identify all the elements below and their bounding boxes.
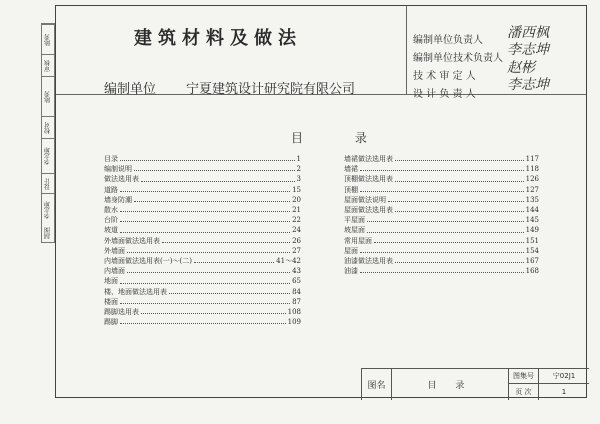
toc-entry-page: 27 bbox=[292, 246, 301, 255]
responsibility-block bbox=[406, 6, 589, 100]
strip-sig: 李志坤 bbox=[42, 193, 54, 226]
toc-entry bbox=[104, 246, 301, 256]
leader-dots bbox=[360, 185, 524, 192]
strip-label: 校对 bbox=[42, 116, 54, 139]
toc-entry-title: 顶棚 bbox=[344, 185, 358, 194]
leader-dots bbox=[120, 225, 290, 232]
leader-dots bbox=[120, 276, 290, 283]
page-title: 建筑材料及做法 bbox=[134, 28, 302, 49]
toc-entry-title: 墙裙 bbox=[344, 165, 358, 174]
toc-entry-page: 1 bbox=[296, 155, 301, 163]
toc-entry bbox=[344, 185, 539, 195]
leader-dots bbox=[162, 236, 290, 243]
signature: 李志坤 bbox=[507, 42, 549, 58]
toc-entry-page: 168 bbox=[525, 267, 539, 276]
page-value: 1 bbox=[561, 388, 567, 396]
toc-entry bbox=[344, 246, 539, 256]
header bbox=[56, 6, 586, 100]
toc-entry-title: 道路 bbox=[104, 185, 118, 194]
toc-entry-page: 127 bbox=[525, 185, 539, 194]
atlas-value: 宁02J1 bbox=[539, 369, 589, 384]
leader-dots bbox=[194, 256, 274, 263]
leader-dots bbox=[120, 205, 290, 212]
toc-entry bbox=[104, 317, 301, 327]
role-label: 设 计 负 责 人 bbox=[413, 89, 476, 100]
toc-entry bbox=[104, 225, 301, 235]
leader-dots bbox=[120, 317, 286, 324]
leader-dots bbox=[395, 174, 524, 181]
toc-entry-title: 踢脚 bbox=[104, 318, 118, 327]
leader-dots bbox=[127, 266, 290, 273]
toc-entry bbox=[104, 185, 301, 195]
toc-entry-page: 21 bbox=[292, 206, 301, 215]
toc-entry-page: 145 bbox=[525, 216, 539, 225]
leader-dots bbox=[360, 266, 524, 273]
toc-entry-title: 屋面做法选用表 bbox=[344, 206, 393, 215]
toc-entry bbox=[104, 297, 301, 307]
toc-entry bbox=[104, 266, 301, 276]
toc-entry bbox=[344, 256, 539, 266]
title-block bbox=[361, 368, 589, 400]
toc-entry-title: 楼、地面做法选用表 bbox=[104, 287, 167, 296]
toc-entry-page: 117 bbox=[525, 155, 539, 163]
toc-entry-title: 散水 bbox=[104, 206, 118, 215]
toc-entry bbox=[104, 215, 301, 225]
toc-entry bbox=[104, 174, 301, 184]
leader-dots bbox=[120, 297, 290, 304]
leader-dots bbox=[367, 215, 524, 222]
strip-sig: 陈秀 bbox=[42, 76, 54, 117]
role-label: 编制单位技术负责人 bbox=[413, 53, 503, 64]
toc-entry-page: 135 bbox=[525, 195, 539, 204]
unit-name: 宁夏建筑设计研究院有限公司 bbox=[186, 82, 356, 97]
toc-entry-title: 目录 bbox=[104, 155, 118, 163]
signature: 潘西枫 bbox=[507, 25, 549, 41]
page-label: 页 次 bbox=[509, 384, 539, 400]
leader-dots bbox=[134, 195, 290, 202]
toc-entry-page: 144 bbox=[525, 206, 539, 215]
toc-right bbox=[344, 154, 539, 276]
toc-entry-title: 屋面做法说明 bbox=[344, 195, 386, 204]
leader-dots bbox=[395, 256, 524, 263]
toc-entry bbox=[344, 215, 539, 225]
toc-entry-title: 踢脚选用表 bbox=[104, 308, 139, 317]
toc-entry bbox=[104, 195, 301, 205]
toc-entry-title: 外墙面 bbox=[104, 246, 125, 255]
toc-entry-page: 167 bbox=[525, 257, 539, 266]
leader-dots bbox=[141, 307, 286, 314]
toc-entry-title: 做法选用表 bbox=[104, 175, 139, 184]
leader-dots bbox=[134, 164, 295, 171]
toc-entry-page: 65 bbox=[292, 277, 301, 286]
toc-entry-title: 平屋面 bbox=[344, 216, 365, 225]
unit-label: 编制单位 bbox=[104, 82, 157, 97]
strip-sig: 李志坤 bbox=[42, 138, 54, 174]
signature: 李志坤 bbox=[507, 77, 549, 93]
toc-entry-title: 坡道 bbox=[104, 226, 118, 235]
toc-entry-title: 外墙面做法选用表 bbox=[104, 236, 160, 245]
toc-entry-page: 41～42 bbox=[276, 257, 301, 266]
toc-entry-title: 楼面 bbox=[104, 297, 118, 306]
toc-entry-page: 20 bbox=[292, 195, 301, 204]
toc-entry-page: 2 bbox=[296, 165, 301, 174]
toc-entry bbox=[344, 164, 539, 174]
toc-entry-page: 84 bbox=[292, 287, 301, 296]
toc-entry-page: 3 bbox=[296, 175, 301, 184]
toc-entry-title: 编制说明 bbox=[104, 165, 132, 174]
toc-entry bbox=[344, 225, 539, 235]
toc-entry bbox=[344, 236, 539, 246]
toc-title: 目 录 bbox=[291, 131, 391, 145]
toc-entry bbox=[104, 236, 301, 246]
toc-entry-title: 墙裙做法选用表 bbox=[344, 155, 393, 163]
role-label: 技 术 审 定 人 bbox=[413, 71, 476, 82]
signature: 赵彬 bbox=[507, 60, 535, 76]
toc-entry-title: 墙身防潮 bbox=[104, 195, 132, 204]
toc-entry-page: 149 bbox=[525, 226, 539, 235]
toc-entry-title: 地面 bbox=[104, 277, 118, 286]
toc-entry-page: 126 bbox=[525, 175, 539, 184]
toc-entry bbox=[104, 307, 301, 317]
toc-entry bbox=[344, 266, 539, 276]
leader-dots bbox=[120, 185, 290, 192]
leader-dots bbox=[360, 246, 524, 253]
toc-entry bbox=[344, 154, 539, 164]
name-label: 图名 bbox=[362, 369, 392, 400]
leader-dots bbox=[141, 174, 295, 181]
strip-sig: 陈秀 bbox=[42, 24, 54, 55]
toc-entry-page: 15 bbox=[292, 185, 301, 194]
toc-entry-title: 油漆做法选用表 bbox=[344, 257, 393, 266]
toc-entry-page: 43 bbox=[292, 267, 301, 276]
approval-strip bbox=[41, 23, 55, 243]
toc-entry-page: 109 bbox=[287, 318, 301, 327]
toc-entry bbox=[104, 164, 301, 174]
leader-dots bbox=[169, 287, 290, 294]
toc-entry-title: 常用屋面 bbox=[344, 236, 372, 245]
toc-entry-page: 26 bbox=[292, 236, 301, 245]
toc-entry-title: 坡屋面 bbox=[344, 226, 365, 235]
toc-entry-page: 118 bbox=[525, 165, 539, 174]
toc-entry-page: 154 bbox=[525, 246, 539, 255]
leader-dots bbox=[395, 154, 524, 161]
toc-entry-title: 油漆 bbox=[344, 267, 358, 276]
leader-dots bbox=[120, 215, 290, 222]
role-label: 编制单位负责人 bbox=[413, 35, 483, 46]
toc-entry-page: 87 bbox=[292, 297, 301, 306]
toc-left bbox=[104, 154, 301, 327]
toc-entry-page: 151 bbox=[525, 236, 539, 245]
toc-entry-title: 内墙面 bbox=[104, 267, 125, 276]
strip-label: 设计 bbox=[42, 173, 54, 194]
toc-entry bbox=[104, 287, 301, 297]
toc-entry-page: 24 bbox=[292, 226, 301, 235]
toc-entry bbox=[104, 276, 301, 286]
toc-entry bbox=[344, 174, 539, 184]
toc-entry-title: 内墙面做法选用表(一)～(二) bbox=[104, 257, 192, 266]
leader-dots bbox=[127, 246, 290, 253]
leader-dots bbox=[367, 225, 524, 232]
leader-dots bbox=[374, 236, 524, 243]
toc-entry bbox=[344, 195, 539, 205]
atlas-label: 图集号 bbox=[509, 369, 539, 384]
toc-entry bbox=[104, 205, 301, 215]
leader-dots bbox=[388, 195, 524, 202]
toc-entry-title: 台阶 bbox=[104, 216, 118, 225]
leader-dots bbox=[395, 205, 524, 212]
toc-entry bbox=[104, 256, 301, 266]
toc-entry-page: 22 bbox=[292, 216, 301, 225]
toc-entry bbox=[344, 205, 539, 215]
toc-entry-title: 顶棚做法选用表 bbox=[344, 175, 393, 184]
toc-entry bbox=[104, 154, 301, 164]
strip-label: 审核 bbox=[42, 54, 54, 77]
leader-dots bbox=[120, 154, 295, 161]
name-value: 目 录 bbox=[392, 369, 509, 400]
leader-dots bbox=[360, 164, 524, 171]
toc-entry-title: 屋面 bbox=[344, 246, 358, 255]
toc-entry-page: 108 bbox=[287, 308, 301, 317]
strip-label: 制图 bbox=[44, 227, 52, 240]
drawing-frame bbox=[55, 5, 587, 398]
